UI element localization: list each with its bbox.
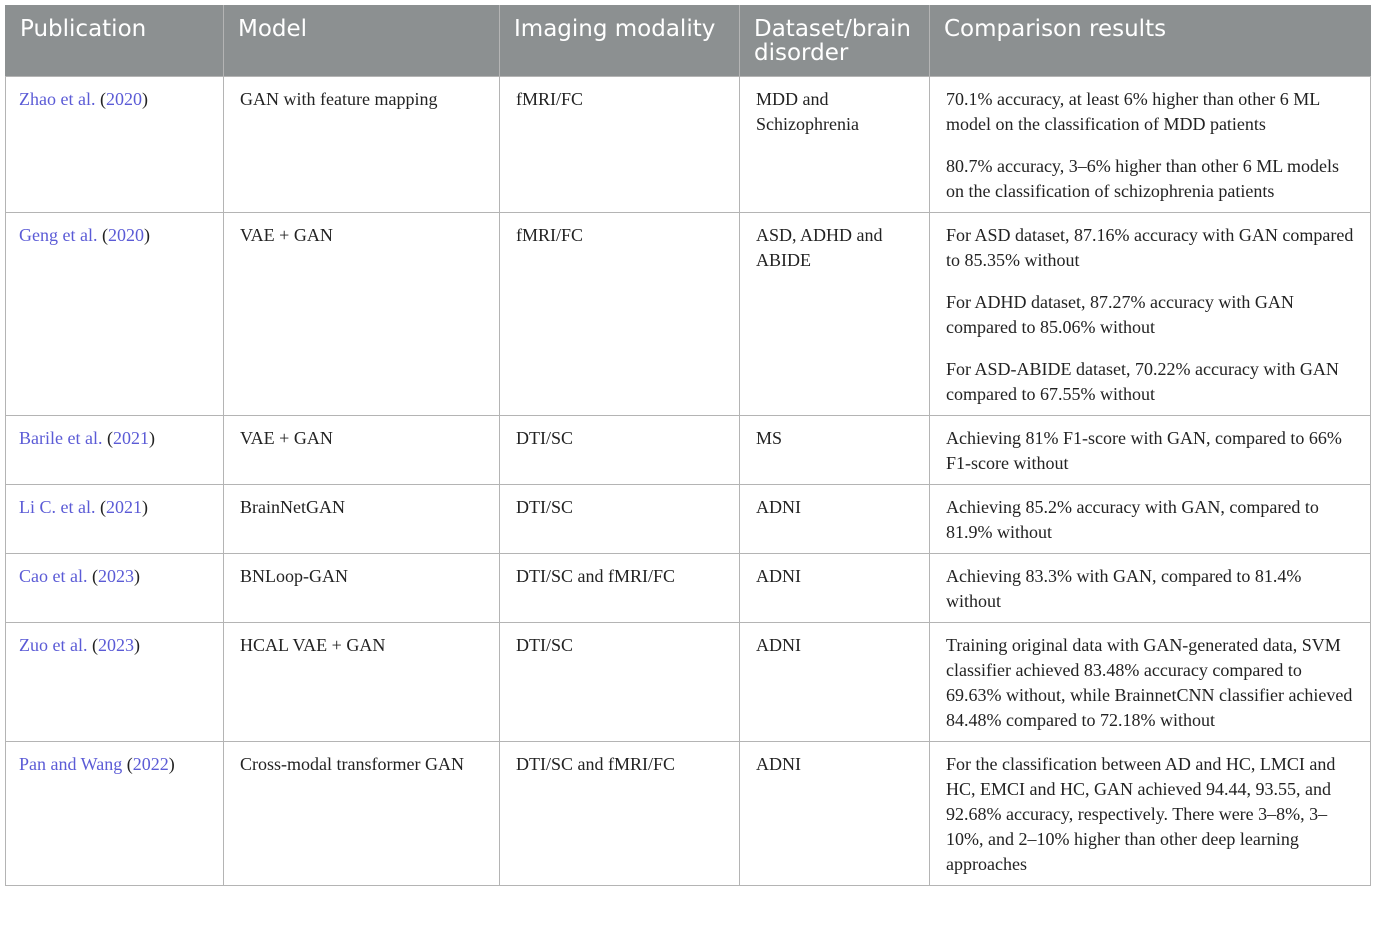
header-publication: Publication [6,6,224,77]
dataset-cell: ASD, ADHD and ABIDE [740,213,930,416]
publication-year-link[interactable]: 2022 [132,754,169,774]
model-cell: VAE + GAN [224,213,500,416]
publication-link[interactable]: Cao et al. [19,566,88,586]
publication-year-link[interactable]: 2023 [97,635,134,655]
dataset-cell: MDD and Schizophrenia [740,77,930,213]
dataset-cell: MS [740,416,930,485]
result-text: For ADHD dataset, 87.27% accuracy with GAN compared to 85.06% without [946,292,1294,337]
publication-link[interactable]: Geng et al. [19,225,98,245]
result-text: For ASD-ABIDE dataset, 70.22% accuracy with GAN compared to 67.55% without [946,359,1339,404]
results-cell [930,213,1371,416]
dataset-cell: ADNI [740,742,930,886]
publication-cell: Li C. et al. (2021) [6,485,224,554]
table-row [6,213,1371,416]
modality-cell: fMRI/FC [500,77,740,213]
result-text: For ASD dataset, 87.16% accuracy with GAN compared to 85.35% without [946,225,1354,270]
publication-year-link[interactable]: 2020 [105,89,142,109]
table-header [6,6,1371,77]
model-cell: BNLoop-GAN [224,554,500,623]
results-cell [930,77,1371,213]
dataset-cell: ADNI [740,485,930,554]
publication-cell: Zhao et al. (2020) [6,77,224,213]
publication-year-link[interactable]: 2021 [105,497,142,517]
dataset-cell: ADNI [740,554,930,623]
header-imaging-modality: Imaging modality [500,6,740,77]
modality-cell: DTI/SC and fMRI/FC [500,742,740,886]
header-comparison-results: Comparison results [930,6,1371,77]
publication-cell: Geng et al. (2020) [6,213,224,416]
modality-cell: DTI/SC [500,623,740,742]
header-row [6,6,1371,77]
table-row [6,742,1371,886]
publication-year-link[interactable]: 2023 [97,566,134,586]
publication-link[interactable]: Barile et al. [19,428,103,448]
model-cell: BrainNetGAN [224,485,500,554]
results-cell [930,742,1371,886]
results-cell [930,416,1371,485]
publication-year-link[interactable]: 2020 [107,225,144,245]
dataset-cell: ADNI [740,623,930,742]
publication-cell: Barile et al. (2021) [6,416,224,485]
modality-cell: DTI/SC [500,416,740,485]
publication-link[interactable]: Zuo et al. [19,635,88,655]
modality-cell: fMRI/FC [500,213,740,416]
publication-cell: Pan and Wang (2022) [6,742,224,886]
modality-cell: DTI/SC [500,485,740,554]
table-row [6,485,1371,554]
results-cell [930,623,1371,742]
publication-link[interactable]: Pan and Wang [19,754,123,774]
result-text: 70.1% accuracy, at least 6% higher than other 6 ML model on the classification of MDD patients [946,89,1320,134]
publication-year-link[interactable]: 2021 [112,428,149,448]
publication-cell: Zuo et al. (2023) [6,623,224,742]
result-text: Achieving 83.3% with GAN, compared to 81.4% without [946,566,1302,611]
result-text: Training original data with GAN-generated data, SVM classifier achieved 83.48% accuracy compared to 69.63% without, while BrainnetCNN classifier achieved 84.48% compared to 72.18% without [946,635,1353,730]
result-text: 80.7% accuracy, 3–6% higher than other 6 ML models on the classification of schizophrenia patients [946,156,1340,201]
publication-link[interactable]: Zhao et al. [19,89,96,109]
result-text: For the classification between AD and HC, LMCI and HC, EMCI and HC, GAN achieved 94.44, 93.55, and 92.68% accuracy, respectively. There were 3–8%, 3–10%, and 2–10% higher than other deep learning approaches [946,754,1336,874]
header-model: Model [224,6,500,77]
table-row [6,77,1371,213]
publication-link[interactable]: Li C. et al. [19,497,96,517]
model-cell: HCAL VAE + GAN [224,623,500,742]
modality-cell: DTI/SC and fMRI/FC [500,554,740,623]
table-row [6,416,1371,485]
results-cell [930,554,1371,623]
model-cell: VAE + GAN [224,416,500,485]
model-cell: GAN with feature mapping [224,77,500,213]
comparison-table [5,5,1371,886]
table-body [6,77,1371,886]
table-row [6,554,1371,623]
model-cell: Cross-modal transformer GAN [224,742,500,886]
publication-cell: Cao et al. (2023) [6,554,224,623]
table-row [6,623,1371,742]
result-text: Achieving 85.2% accuracy with GAN, compared to 81.9% without [946,497,1319,542]
results-cell [930,485,1371,554]
header-dataset: Dataset/brain disorder [740,6,930,77]
result-text: Achieving 81% F1-score with GAN, compared to 66% F1-score without [946,428,1342,473]
